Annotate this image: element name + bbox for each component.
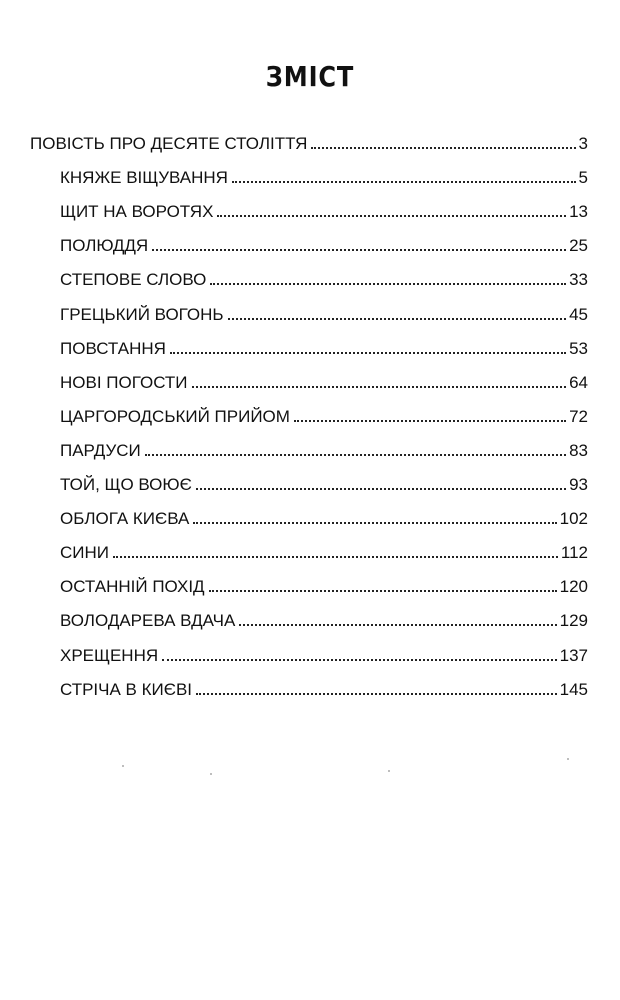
- toc-entry-title: ВОЛОДАРЕВА ВДАЧА: [60, 611, 236, 631]
- toc-entry: [60, 403, 588, 427]
- toc-entry: [60, 164, 588, 188]
- toc-entry: [60, 232, 588, 256]
- dot-leader: [113, 556, 558, 558]
- toc-entry-title: НОВІ ПОГОСТИ: [60, 372, 188, 392]
- toc-entry: [60, 369, 588, 393]
- toc-entry-title: ЦАРГОРОДСЬКИЙ ПРИЙОМ: [60, 406, 290, 426]
- toc-entry: [60, 266, 588, 290]
- scan-speck: [388, 770, 390, 772]
- toc-entry-page-number: 129: [559, 611, 588, 631]
- toc-entry-title: ПОЛЮДДЯ: [60, 236, 149, 256]
- toc-entry: [60, 607, 588, 631]
- toc-entry-title: ПОВСТАННЯ: [60, 338, 166, 358]
- dot-leader: [217, 215, 566, 217]
- dot-leader: [193, 522, 556, 524]
- toc-entry: [60, 676, 588, 700]
- toc-entry: [60, 335, 588, 359]
- dot-leader: [210, 283, 566, 285]
- scan-speck: [210, 773, 212, 775]
- toc-entry-page-number: 102: [559, 509, 588, 529]
- toc-entry-title: КНЯЖЕ ВІЩУВАННЯ: [60, 168, 228, 188]
- dot-leader: [228, 318, 566, 320]
- toc-entry-title: ПАРДУСИ: [60, 440, 141, 460]
- toc-entry-title: СТРІЧА В КИЄВІ: [60, 679, 193, 699]
- dot-leader: [145, 454, 566, 456]
- toc-entry-page-number: 3: [578, 134, 588, 153]
- toc-entry-title: ОБЛОГА КИЄВА: [60, 509, 190, 529]
- toc-entry-title: ХРЕЩЕННЯ: [60, 645, 159, 665]
- dot-leader: [162, 659, 557, 661]
- toc-entry-page-number: 13: [569, 202, 588, 222]
- toc-entry: [60, 573, 588, 597]
- toc-entry-page-number: 5: [578, 168, 588, 188]
- toc-entry-page-number: 93: [569, 475, 588, 494]
- toc-entry-title: ОСТАННІЙ ПОХІД: [60, 577, 205, 597]
- toc-entry-page-number: 145: [559, 679, 588, 699]
- toc-entry-page-number: 53: [569, 338, 588, 358]
- toc-entry-title: СИНИ: [60, 543, 109, 563]
- toc-entry: [60, 301, 588, 325]
- dot-leader: [152, 249, 566, 251]
- toc-entry-page-number: 64: [569, 372, 588, 392]
- dot-leader: [294, 420, 566, 422]
- toc-entry: [60, 539, 588, 563]
- toc-entry: [60, 471, 588, 495]
- toc-entry-title: ТОЙ, ЩО ВОЮЄ: [60, 475, 192, 494]
- toc-entry: [30, 130, 588, 154]
- dot-leader: [311, 147, 575, 149]
- scan-speck: [567, 758, 569, 760]
- dot-leader: [196, 693, 557, 695]
- toc-entry-title: СТЕПОВЕ СЛОВО: [60, 270, 207, 290]
- dot-leader: [232, 181, 576, 183]
- toc-entry-page-number: 120: [559, 577, 588, 597]
- toc-entry: [60, 437, 588, 461]
- toc-entry-title: ГРЕЦЬКИЙ ВОГОНЬ: [60, 304, 224, 324]
- toc-entry-page-number: 72: [569, 406, 588, 426]
- toc-entry-page-number: 112: [560, 543, 588, 563]
- dot-leader: [239, 624, 556, 626]
- toc-entry-page-number: 83: [569, 440, 588, 460]
- toc-entry-page-number: 45: [569, 304, 588, 324]
- dot-leader: [209, 590, 557, 592]
- toc-entry-title: ЩИТ НА ВОРОТЯХ: [60, 202, 214, 222]
- toc-entry-page-number: 33: [569, 270, 588, 290]
- toc-entry-page-number: 137: [559, 645, 588, 665]
- dot-leader: [192, 386, 567, 388]
- scan-speck: [122, 765, 124, 767]
- dot-leader: [170, 352, 566, 354]
- toc-entry: [60, 198, 588, 222]
- toc-entry: [60, 505, 588, 529]
- toc-entry-title: ПОВІСТЬ ПРО ДЕСЯТЕ СТОЛІТТЯ: [30, 134, 308, 153]
- dot-leader: [196, 488, 566, 490]
- page-title: ЗМІСТ: [265, 60, 355, 93]
- toc-entry-page-number: 25: [569, 236, 588, 256]
- toc-entry: [60, 642, 588, 666]
